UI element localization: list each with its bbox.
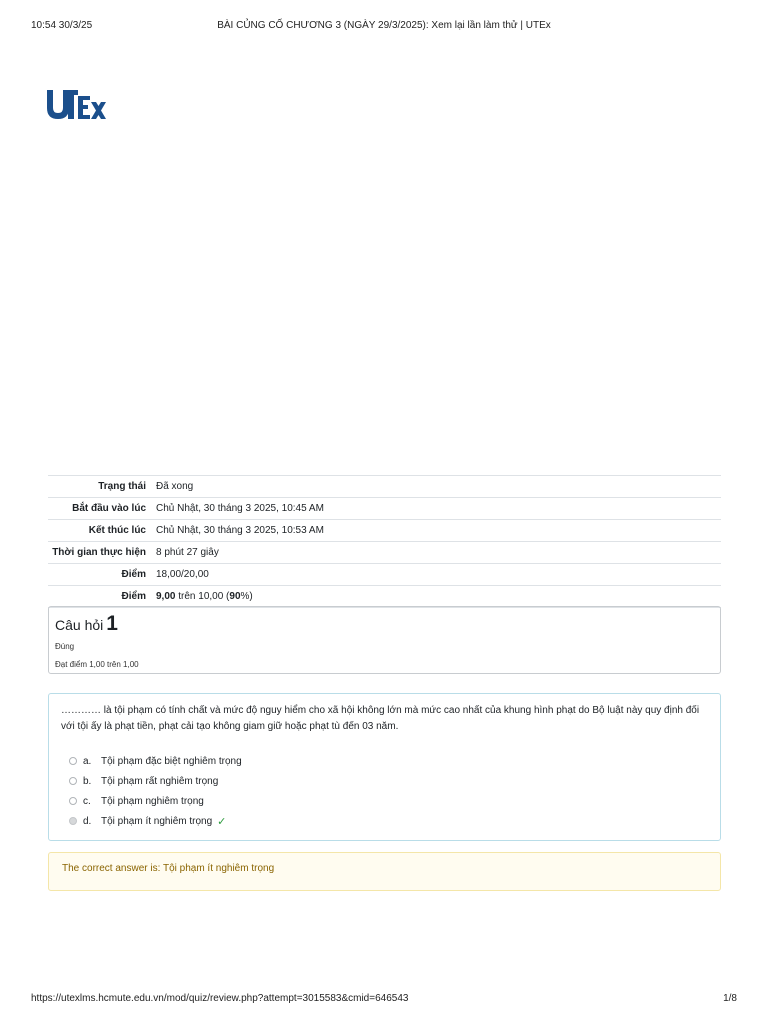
answer-option-b[interactable] [69, 771, 242, 791]
answer-letter: a. [83, 755, 92, 767]
answer-letter: c. [83, 795, 91, 807]
summary-row [48, 564, 721, 586]
summary-label: Bắt đầu vào lúc [72, 503, 146, 514]
answer-text: Tội phạm ít nghiêm trọng [101, 815, 213, 827]
summary-label: Kết thúc lúc [88, 525, 146, 536]
summary-row-grade [48, 586, 721, 608]
answer-text: Tội phạm nghiêm trọng [101, 795, 204, 807]
radio-checked-icon[interactable] [69, 817, 77, 825]
summary-value: Chủ Nhật, 30 tháng 3 2025, 10:53 AM [156, 525, 324, 536]
print-datetime: 10:54 30/3/25 [31, 20, 93, 31]
summary-row [48, 542, 721, 564]
attempt-summary-table [48, 475, 721, 608]
summary-value: Chủ Nhật, 30 tháng 3 2025, 10:45 AM [156, 503, 324, 514]
utex-logo-icon [46, 88, 106, 120]
grade-suffix: %) [240, 591, 253, 602]
answer-letter: b. [83, 775, 92, 787]
print-page-number: 1/8 [723, 993, 737, 1004]
summary-label: Thời gian thực hiện [52, 547, 146, 558]
question-text: ………… là tội phạm có tính chất và mức độ nguy hiểm cho xã hội không lớn mà mức cao nhất của khung hình phạt do Bộ luật này quy định đối với tội ấy là phạt tiền, phạt cải tạo không giam giữ hoặc phạt tù đến 03 năm. [61, 705, 700, 732]
grade-middle: trên 10,00 ( [175, 591, 230, 602]
answer-option-c[interactable] [69, 791, 242, 811]
answer-list [69, 751, 242, 831]
radio-unchecked-icon[interactable] [69, 777, 77, 785]
summary-row [48, 520, 721, 542]
grade-label: Điểm [121, 591, 146, 602]
question-title-label: Câu hỏi [55, 617, 104, 633]
question-mark: Đạt điểm 1,00 trên 1,00 [55, 660, 139, 669]
correct-check-icon: ✓ [217, 815, 227, 828]
question-state: Đúng [55, 642, 75, 651]
question-content-box [48, 693, 721, 841]
grade-value [151, 586, 721, 608]
summary-value: Đã xong [156, 481, 194, 492]
summary-row [48, 498, 721, 520]
answer-text: Tội phạm đặc biệt nghiêm trọng [101, 755, 242, 767]
grade-score: 9,00 [156, 591, 176, 602]
summary-label: Điểm [121, 569, 146, 580]
answer-option-a[interactable] [69, 751, 242, 771]
grade-percent: 90 [229, 591, 241, 602]
feedback-text: The correct answer is: Tội phạm ít nghiêm trọng [62, 863, 275, 874]
answer-option-d[interactable] [69, 811, 242, 831]
radio-unchecked-icon[interactable] [69, 797, 77, 805]
print-url: https://utexlms.hcmute.edu.vn/mod/quiz/review.php?attempt=3015583&cmid=646543 [31, 993, 409, 1004]
summary-row [48, 476, 721, 498]
summary-value: 18,00/20,00 [156, 569, 209, 580]
summary-value: 8 phút 27 giây [156, 547, 219, 558]
correct-answer-feedback [48, 852, 721, 891]
answer-letter: d. [83, 815, 92, 827]
summary-label: Trạng thái [98, 481, 146, 492]
question-info-box [48, 606, 721, 674]
answer-text: Tội phạm rất nghiêm trọng [101, 775, 219, 787]
utex-logo [46, 84, 106, 120]
question-title [55, 612, 118, 636]
question-number: 1 [106, 612, 118, 635]
radio-unchecked-icon[interactable] [69, 757, 77, 765]
print-page-title: BÀI CỦNG CỐ CHƯƠNG 3 (NGÀY 29/3/2025): Xem lại lần làm thử | UTEx [217, 20, 551, 31]
